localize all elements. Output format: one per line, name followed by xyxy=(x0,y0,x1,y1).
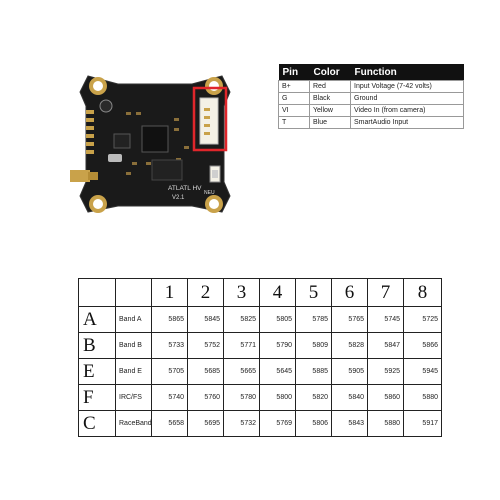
frequency-cell: 5917 xyxy=(404,411,442,437)
frequency-cell: 5860 xyxy=(368,385,404,411)
pinout-pin: G xyxy=(279,93,310,105)
frequency-cell: 5885 xyxy=(296,359,332,385)
frequency-cell: 5800 xyxy=(260,385,296,411)
mount-hole-top-right xyxy=(205,77,223,95)
band-name: RaceBand xyxy=(116,411,152,437)
frequency-cell: 5847 xyxy=(368,333,404,359)
pinout-color: Blue xyxy=(310,117,351,129)
frequency-cell: 5665 xyxy=(224,359,260,385)
band-row xyxy=(79,333,442,359)
frequency-cell: 5725 xyxy=(404,307,442,333)
capacitor xyxy=(100,100,112,112)
frequency-cell: 5760 xyxy=(188,385,224,411)
pinout-color: Yellow xyxy=(310,105,351,117)
channel-header: 5 xyxy=(296,279,332,307)
frequency-cell: 5732 xyxy=(224,411,260,437)
frequency-cell: 5752 xyxy=(188,333,224,359)
frequency-cell: 5745 xyxy=(368,307,404,333)
frequency-cell: 5685 xyxy=(188,359,224,385)
frequency-cell: 5925 xyxy=(368,359,404,385)
frequency-cell: 5828 xyxy=(332,333,368,359)
frequency-cell: 5945 xyxy=(404,359,442,385)
pinout-row xyxy=(279,105,464,117)
frequency-cell: 5790 xyxy=(260,333,296,359)
band-letter: A xyxy=(79,307,116,333)
pinout-row xyxy=(279,117,464,129)
frequency-cell: 5771 xyxy=(224,333,260,359)
pinout-function: Video In (from camera) xyxy=(351,105,464,117)
frequency-cell: 5865 xyxy=(152,307,188,333)
pinout-pin: VI xyxy=(279,105,310,117)
pinout-color: Red xyxy=(310,81,351,93)
channel-header: 3 xyxy=(224,279,260,307)
frequency-cell: 5845 xyxy=(188,307,224,333)
frequency-cell: 5695 xyxy=(188,411,224,437)
pinout-header-pin: Pin xyxy=(279,64,310,81)
frequency-cell: 5825 xyxy=(224,307,260,333)
pinout-function: Input Voltage (7-42 volts) xyxy=(351,81,464,93)
band-name: IRC/FS xyxy=(116,385,152,411)
mount-hole-bottom-left xyxy=(89,195,107,213)
pinout-pin: B+ xyxy=(279,81,310,93)
pinout-row xyxy=(279,93,464,105)
band-row xyxy=(79,385,442,411)
frequency-cell: 5645 xyxy=(260,359,296,385)
pinout-pin: T xyxy=(279,117,310,129)
pinout-function: Ground xyxy=(351,93,464,105)
band-letter: E xyxy=(79,359,116,385)
frequency-cell: 5809 xyxy=(296,333,332,359)
crystal xyxy=(108,154,122,162)
corner-cell xyxy=(79,279,116,307)
pinout-header-function: Function xyxy=(351,64,464,81)
frequency-cell: 5705 xyxy=(152,359,188,385)
channel-header-row xyxy=(79,279,442,307)
band-name: Band B xyxy=(116,333,152,359)
channel-header: 4 xyxy=(260,279,296,307)
channel-header: 6 xyxy=(332,279,368,307)
frequency-cell: 5820 xyxy=(296,385,332,411)
band-channel-table xyxy=(78,278,442,437)
pinout-header-row xyxy=(279,64,464,81)
frequency-cell: 5880 xyxy=(368,411,404,437)
channel-header: 8 xyxy=(404,279,442,307)
corner-cell xyxy=(116,279,152,307)
vtx-board-image xyxy=(66,62,244,228)
frequency-cell: 5880 xyxy=(404,385,442,411)
frequency-cell: 5806 xyxy=(296,411,332,437)
silkscreen-model: ATLATL HV xyxy=(168,185,202,192)
channel-header: 2 xyxy=(188,279,224,307)
band-row xyxy=(79,411,442,437)
pinout-table xyxy=(278,64,464,129)
rf-section xyxy=(152,160,182,180)
frequency-cell: 5840 xyxy=(332,385,368,411)
band-row xyxy=(79,307,442,333)
pinout-row xyxy=(279,81,464,93)
frequency-cell: 5769 xyxy=(260,411,296,437)
band-letter: B xyxy=(79,333,116,359)
channel-header: 7 xyxy=(368,279,404,307)
silkscreen-version: V2.1 xyxy=(172,195,185,201)
pinout-header-color: Color xyxy=(310,64,351,81)
pinout-function: SmartAudio Input xyxy=(351,117,464,129)
push-button xyxy=(210,166,220,182)
frequency-cell: 5866 xyxy=(404,333,442,359)
secondary-chip xyxy=(114,134,130,148)
band-name: Band A xyxy=(116,307,152,333)
jst-connector xyxy=(200,98,218,144)
frequency-cell: 5740 xyxy=(152,385,188,411)
frequency-cell: 5805 xyxy=(260,307,296,333)
frequency-cell: 5765 xyxy=(332,307,368,333)
frequency-cell: 5905 xyxy=(332,359,368,385)
band-letter: C xyxy=(79,411,116,437)
frequency-cell: 5780 xyxy=(224,385,260,411)
band-name: Band E xyxy=(116,359,152,385)
mount-hole-top-left xyxy=(89,77,107,95)
pinout-color: Black xyxy=(310,93,351,105)
frequency-cell: 5733 xyxy=(152,333,188,359)
frequency-cell: 5843 xyxy=(332,411,368,437)
frequency-cell: 5785 xyxy=(296,307,332,333)
frequency-cell: 5658 xyxy=(152,411,188,437)
band-letter: F xyxy=(79,385,116,411)
band-row xyxy=(79,359,442,385)
main-chip xyxy=(142,126,168,152)
mount-hole-bottom-right xyxy=(205,195,223,213)
channel-header: 1 xyxy=(152,279,188,307)
silkscreen-neu: NEU xyxy=(204,190,215,196)
